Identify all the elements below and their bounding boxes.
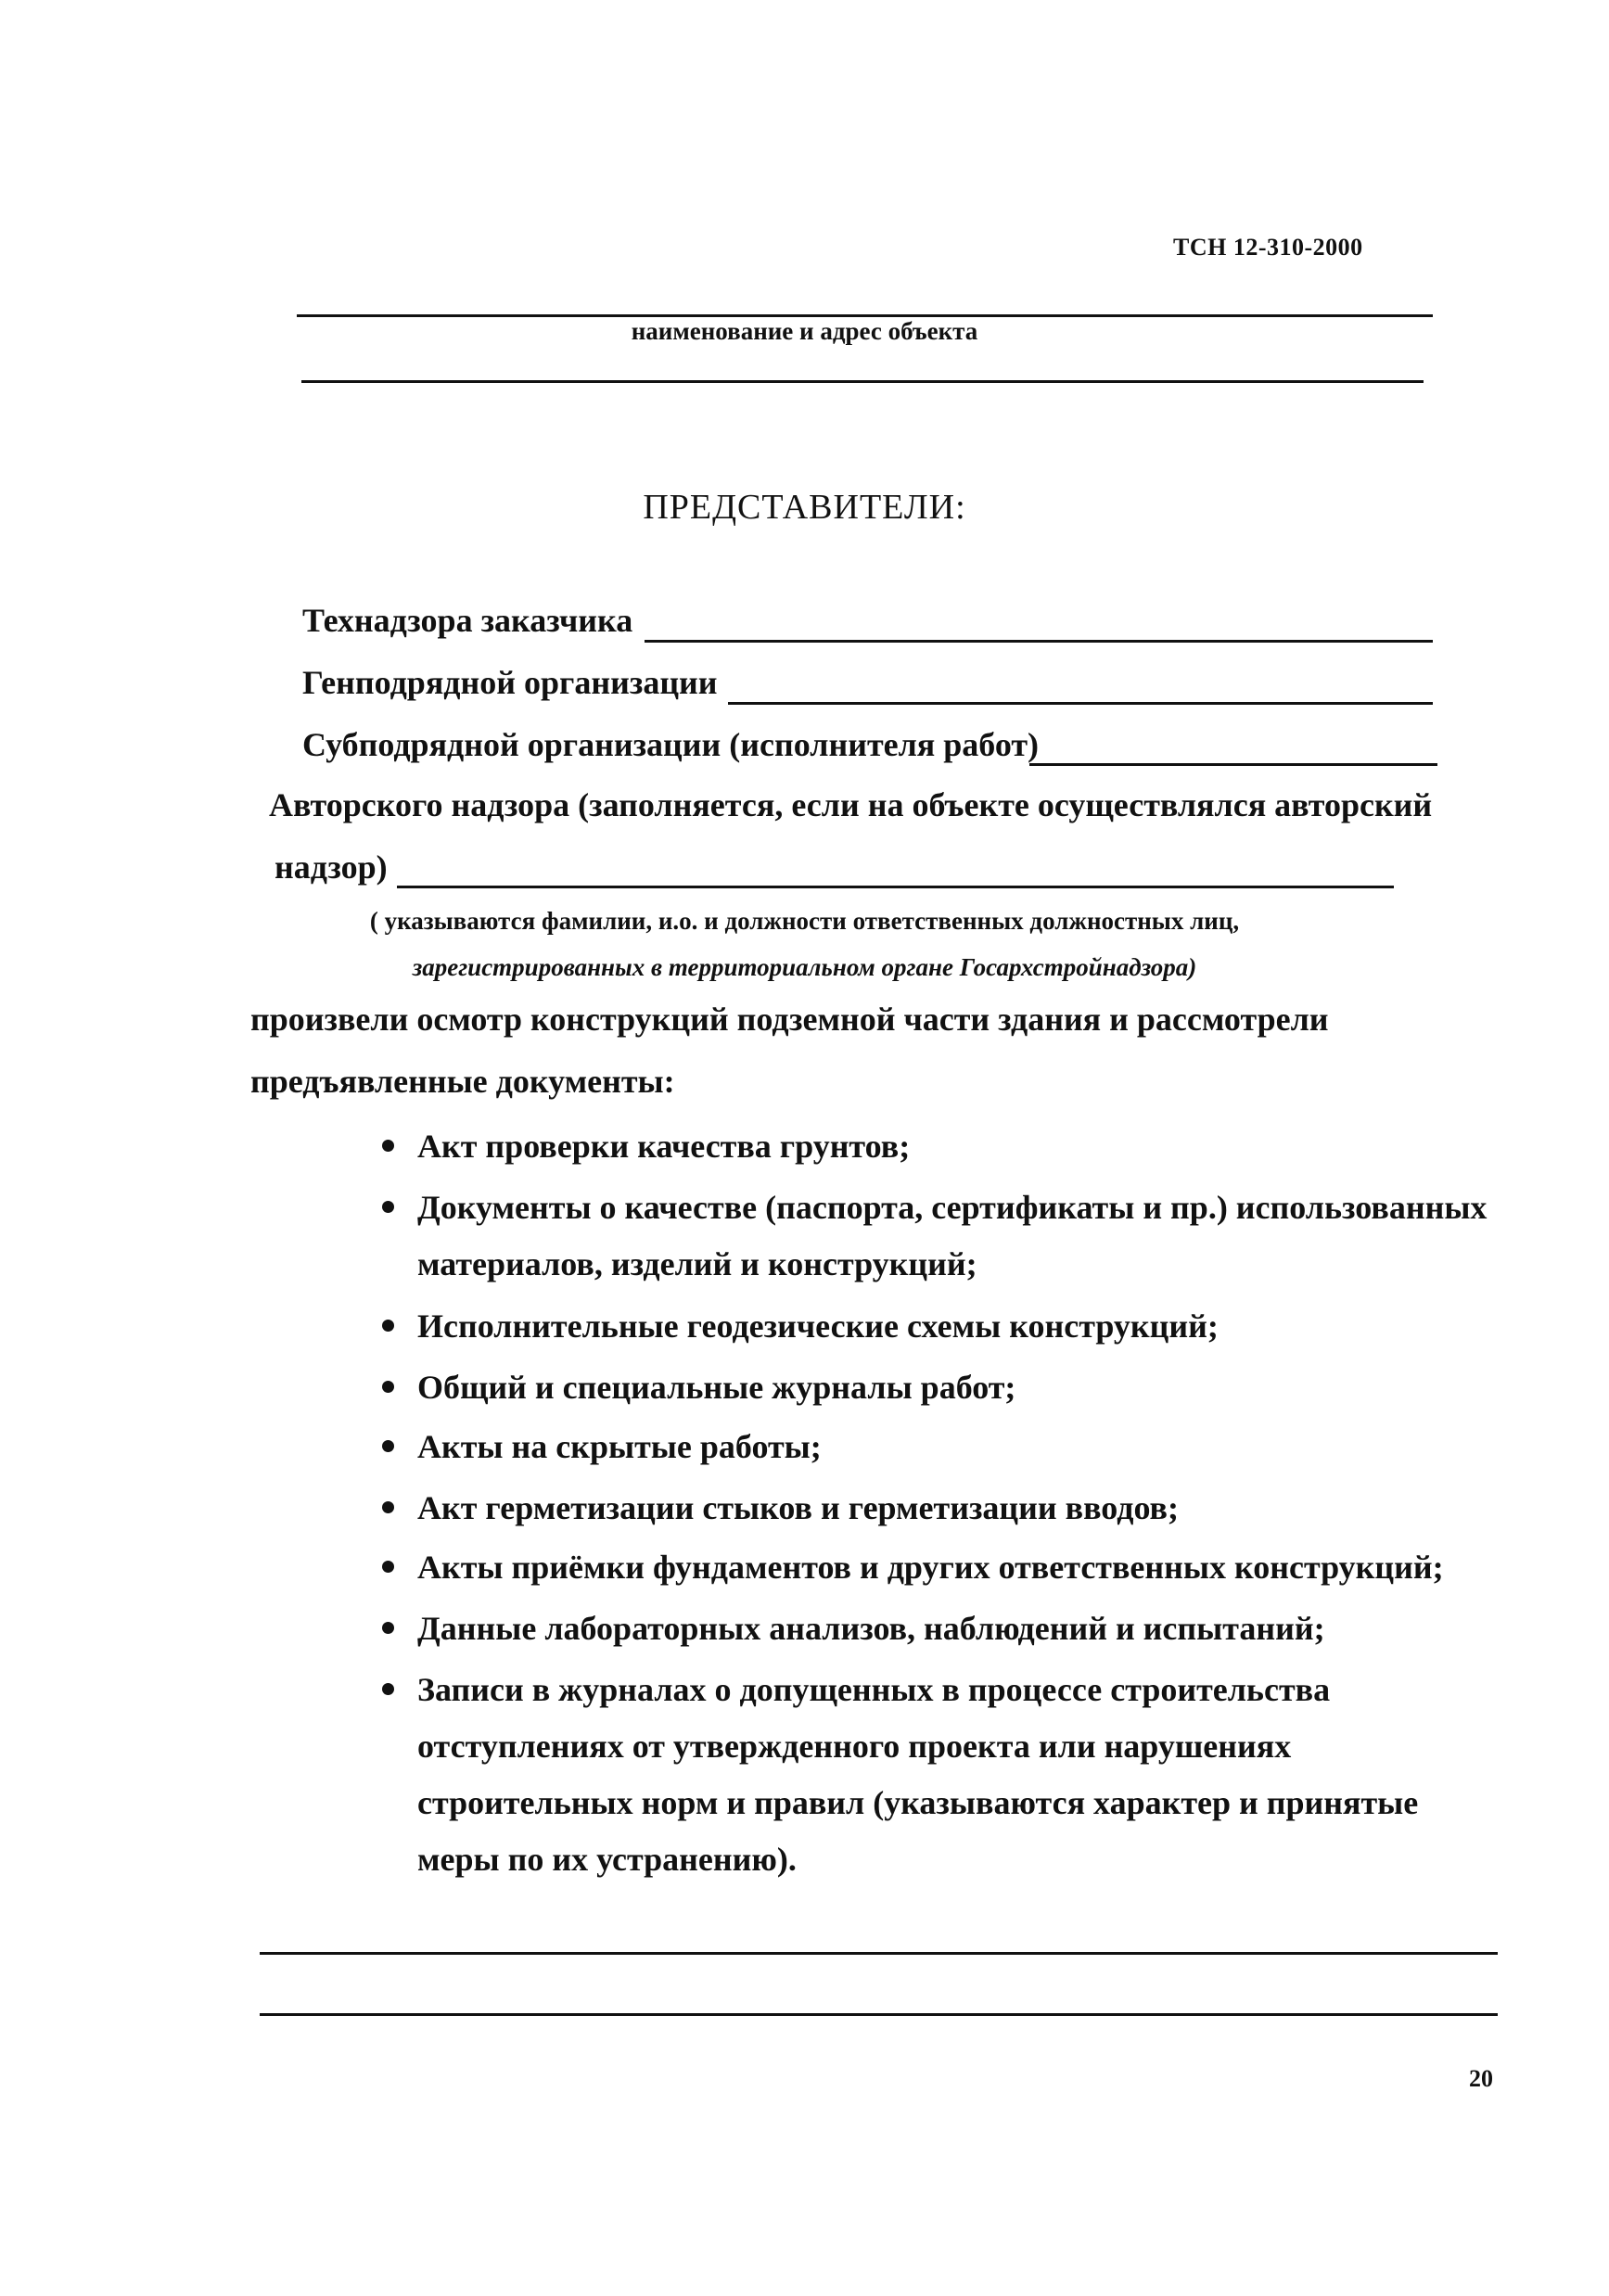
document-code: ТСН 12-310-2000 bbox=[1173, 234, 1363, 261]
list-item-text: Акты приёмки фундаментов и других ответственных конструкций; bbox=[417, 1549, 1444, 1586]
list-item bbox=[382, 1539, 1495, 1596]
list-item-text: Данные лабораторных анализов, наблюдений и испытаний; bbox=[417, 1610, 1325, 1647]
list-item-text: Исполнительные геодезические схемы конструкций; bbox=[417, 1307, 1219, 1345]
bullet-icon bbox=[382, 1440, 394, 1452]
bullet-icon bbox=[382, 1683, 394, 1695]
bullet-icon bbox=[382, 1501, 394, 1513]
intro-line-2: предъявленные документы: bbox=[250, 1063, 675, 1100]
rep-label-author-supervision: Авторского надзора (заполняется, если на объекте осуществлялся авторский bbox=[269, 786, 1433, 823]
note-line-1: ( указываются фамилии, и.о. и должности ответственных должностных лиц, bbox=[369, 907, 1240, 935]
bullet-icon bbox=[382, 1320, 394, 1332]
list-item-text: Общий и специальные журналы работ; bbox=[417, 1369, 1016, 1406]
rep-blank-subcontractor[interactable] bbox=[1029, 763, 1437, 766]
list-item-text: Акты на скрытые работы; bbox=[417, 1428, 822, 1465]
page-number: 20 bbox=[1469, 2065, 1493, 2092]
list-item bbox=[382, 1118, 1495, 1175]
bullet-icon bbox=[382, 1622, 394, 1634]
bullet-icon bbox=[382, 1201, 394, 1213]
rep-blank-author-supervision[interactable] bbox=[397, 886, 1394, 888]
list-item-text: Документы о качестве (паспорта, сертификаты и пр.) использованных материалов, изделий и конструкций; bbox=[417, 1189, 1488, 1282]
object-name-line-bottom bbox=[301, 380, 1424, 383]
remarks-blank-line-2[interactable] bbox=[260, 2013, 1498, 2016]
rep-label-customer-supervision: Технадзора заказчика bbox=[302, 602, 633, 639]
list-item-text: Акт проверки качества грунтов; bbox=[417, 1128, 911, 1165]
rep-label-author-supervision-cont: надзор) bbox=[275, 848, 388, 886]
list-item bbox=[382, 1480, 1495, 1537]
rep-label-general-contractor: Генподрядной организации bbox=[302, 664, 718, 701]
intro-line-1: произвели осмотр конструкций подземной части здания и рассмотрели bbox=[250, 1001, 1329, 1038]
list-item bbox=[382, 1662, 1495, 1888]
rep-blank-general-contractor[interactable] bbox=[728, 702, 1433, 705]
object-name-caption: наименование и адрес объекта bbox=[631, 317, 978, 345]
bullet-icon bbox=[382, 1561, 394, 1573]
list-item bbox=[382, 1419, 1495, 1475]
list-item-text: Акт герметизации стыков и герметизации вводов; bbox=[417, 1489, 1179, 1526]
list-item bbox=[382, 1180, 1495, 1293]
list-item-text: Записи в журналах о допущенных в процессе строительства отступлениях от утвержденного проекта или нарушениях строительных норм и правил (указываются характер и принятые меры по их устранению). bbox=[417, 1671, 1419, 1878]
bullet-icon bbox=[382, 1381, 394, 1393]
remarks-blank-line-1[interactable] bbox=[260, 1952, 1498, 1955]
rep-blank-customer-supervision[interactable] bbox=[645, 640, 1433, 643]
list-item bbox=[382, 1601, 1495, 1657]
page-title: ПРЕДСТАВИТЕЛИ: bbox=[643, 488, 966, 527]
note-line-2: зарегистрированных в территориальном органе Госархстройнадзора) bbox=[412, 953, 1197, 981]
list-item bbox=[382, 1298, 1495, 1355]
rep-label-subcontractor: Субподрядной организации (исполнителя работ) bbox=[302, 726, 1040, 763]
bullet-icon bbox=[382, 1140, 394, 1152]
list-item bbox=[382, 1359, 1495, 1416]
